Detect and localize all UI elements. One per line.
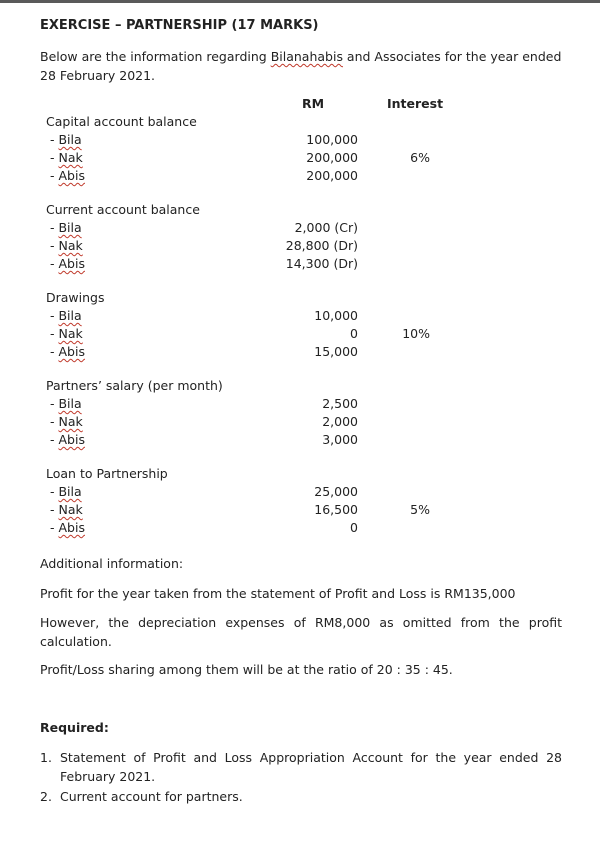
partner-name	[50, 501, 83, 519]
section-label: Drawings	[46, 290, 105, 305]
top-border	[0, 0, 600, 3]
rm-amount: 2,000 (Cr)	[294, 220, 358, 235]
rm-amount: 2,000	[322, 414, 358, 429]
rm-amount: 200,000	[306, 150, 358, 165]
firm-name: Bilanahabis	[270, 49, 343, 64]
bullet-dash: -	[50, 238, 59, 253]
section-label: Loan to Partnership	[46, 466, 168, 481]
partner-name-text: Bila	[58, 396, 82, 411]
rm-amount: 25,000	[314, 484, 358, 499]
profit-statement: Profit for the year taken from the statement of Profit and Loss is RM135,000	[40, 586, 516, 601]
interest-rate: 10%	[402, 326, 430, 341]
partner-name-text: Nak	[58, 238, 83, 253]
partner-name	[50, 167, 85, 185]
partner-name	[50, 219, 82, 237]
bullet-dash: -	[50, 220, 59, 235]
rm-amount: 0	[350, 520, 358, 535]
required-item	[40, 748, 562, 786]
intro-paragraph: Below are the information regarding Bilanahabis and Associates for the year ended 28 February 2021.	[40, 49, 562, 83]
partner-name	[50, 519, 85, 537]
section-label: Partners’ salary (per month)	[46, 378, 223, 393]
bullet-dash: -	[50, 432, 59, 447]
bullet-dash: -	[50, 308, 59, 323]
exercise-title: EXERCISE – PARTNERSHIP (17 MARKS)	[40, 18, 319, 33]
depreciation-note: However, the depreciation expenses of RM8,000 as omitted from the profit calculation.	[40, 615, 562, 649]
partner-name-text: Bila	[58, 484, 82, 499]
required-item-number: 2.	[40, 789, 52, 804]
partner-name	[50, 149, 83, 167]
section-label: Current account balance	[46, 202, 200, 217]
required-item	[40, 787, 562, 806]
bullet-dash: -	[50, 326, 59, 341]
rm-amount: 0	[350, 326, 358, 341]
required-list	[40, 748, 562, 807]
partner-name	[50, 431, 85, 449]
rm-column-header: RM	[302, 96, 325, 111]
additional-info-heading: Additional information:	[40, 556, 184, 571]
partner-name-text: Abis	[58, 256, 85, 271]
rm-amount: 16,500	[314, 502, 358, 517]
section-label: Capital account balance	[46, 114, 197, 129]
partner-name	[50, 325, 83, 343]
interest-column-header: Interest	[387, 96, 444, 111]
partner-name-text: Nak	[58, 326, 83, 341]
required-item-text: Statement of Profit and Loss Appropriation Account for the year ended 28 February 2021.	[60, 750, 562, 784]
partner-name	[50, 395, 82, 413]
bullet-dash: -	[50, 484, 59, 499]
interest-rate: 5%	[410, 502, 430, 517]
ratio-statement: Profit/Loss sharing among them will be at the ratio of 20 : 35 : 45.	[40, 662, 453, 677]
bullet-dash: -	[50, 132, 59, 147]
partner-name	[50, 237, 83, 255]
partner-name	[50, 343, 85, 361]
partner-name-text: Abis	[58, 344, 85, 359]
partner-name-text: Abis	[58, 168, 85, 183]
interest-rate: 6%	[410, 150, 430, 165]
required-heading: Required:	[40, 720, 109, 735]
partner-name-text: Nak	[58, 150, 83, 165]
partner-name-text: Nak	[58, 502, 83, 517]
bullet-dash: -	[50, 256, 59, 271]
rm-amount: 14,300 (Dr)	[285, 256, 358, 271]
rm-amount: 15,000	[314, 344, 358, 359]
bullet-dash: -	[50, 502, 59, 517]
partner-name-text: Bila	[58, 308, 82, 323]
bullet-dash: -	[50, 396, 59, 411]
partner-name-text: Bila	[58, 132, 82, 147]
rm-amount: 200,000	[306, 168, 358, 183]
required-item-text: Current account for partners.	[60, 789, 243, 804]
bullet-dash: -	[50, 414, 59, 429]
partner-name	[50, 255, 85, 273]
partner-name-text: Bila	[58, 220, 82, 235]
bullet-dash: -	[50, 150, 59, 165]
partner-name-text: Abis	[58, 432, 85, 447]
partner-name	[50, 307, 82, 325]
bullet-dash: -	[50, 520, 59, 535]
partner-name	[50, 483, 82, 501]
partner-name-text: Abis	[58, 520, 85, 535]
partner-name	[50, 413, 83, 431]
rm-amount: 28,800 (Dr)	[285, 238, 358, 253]
partner-name	[50, 131, 82, 149]
rm-amount: 10,000	[314, 308, 358, 323]
rm-amount: 100,000	[306, 132, 358, 147]
bullet-dash: -	[50, 344, 59, 359]
bullet-dash: -	[50, 168, 59, 183]
partner-name-text: Nak	[58, 414, 83, 429]
required-item-number: 1.	[40, 750, 52, 765]
rm-amount: 3,000	[322, 432, 358, 447]
rm-amount: 2,500	[322, 396, 358, 411]
